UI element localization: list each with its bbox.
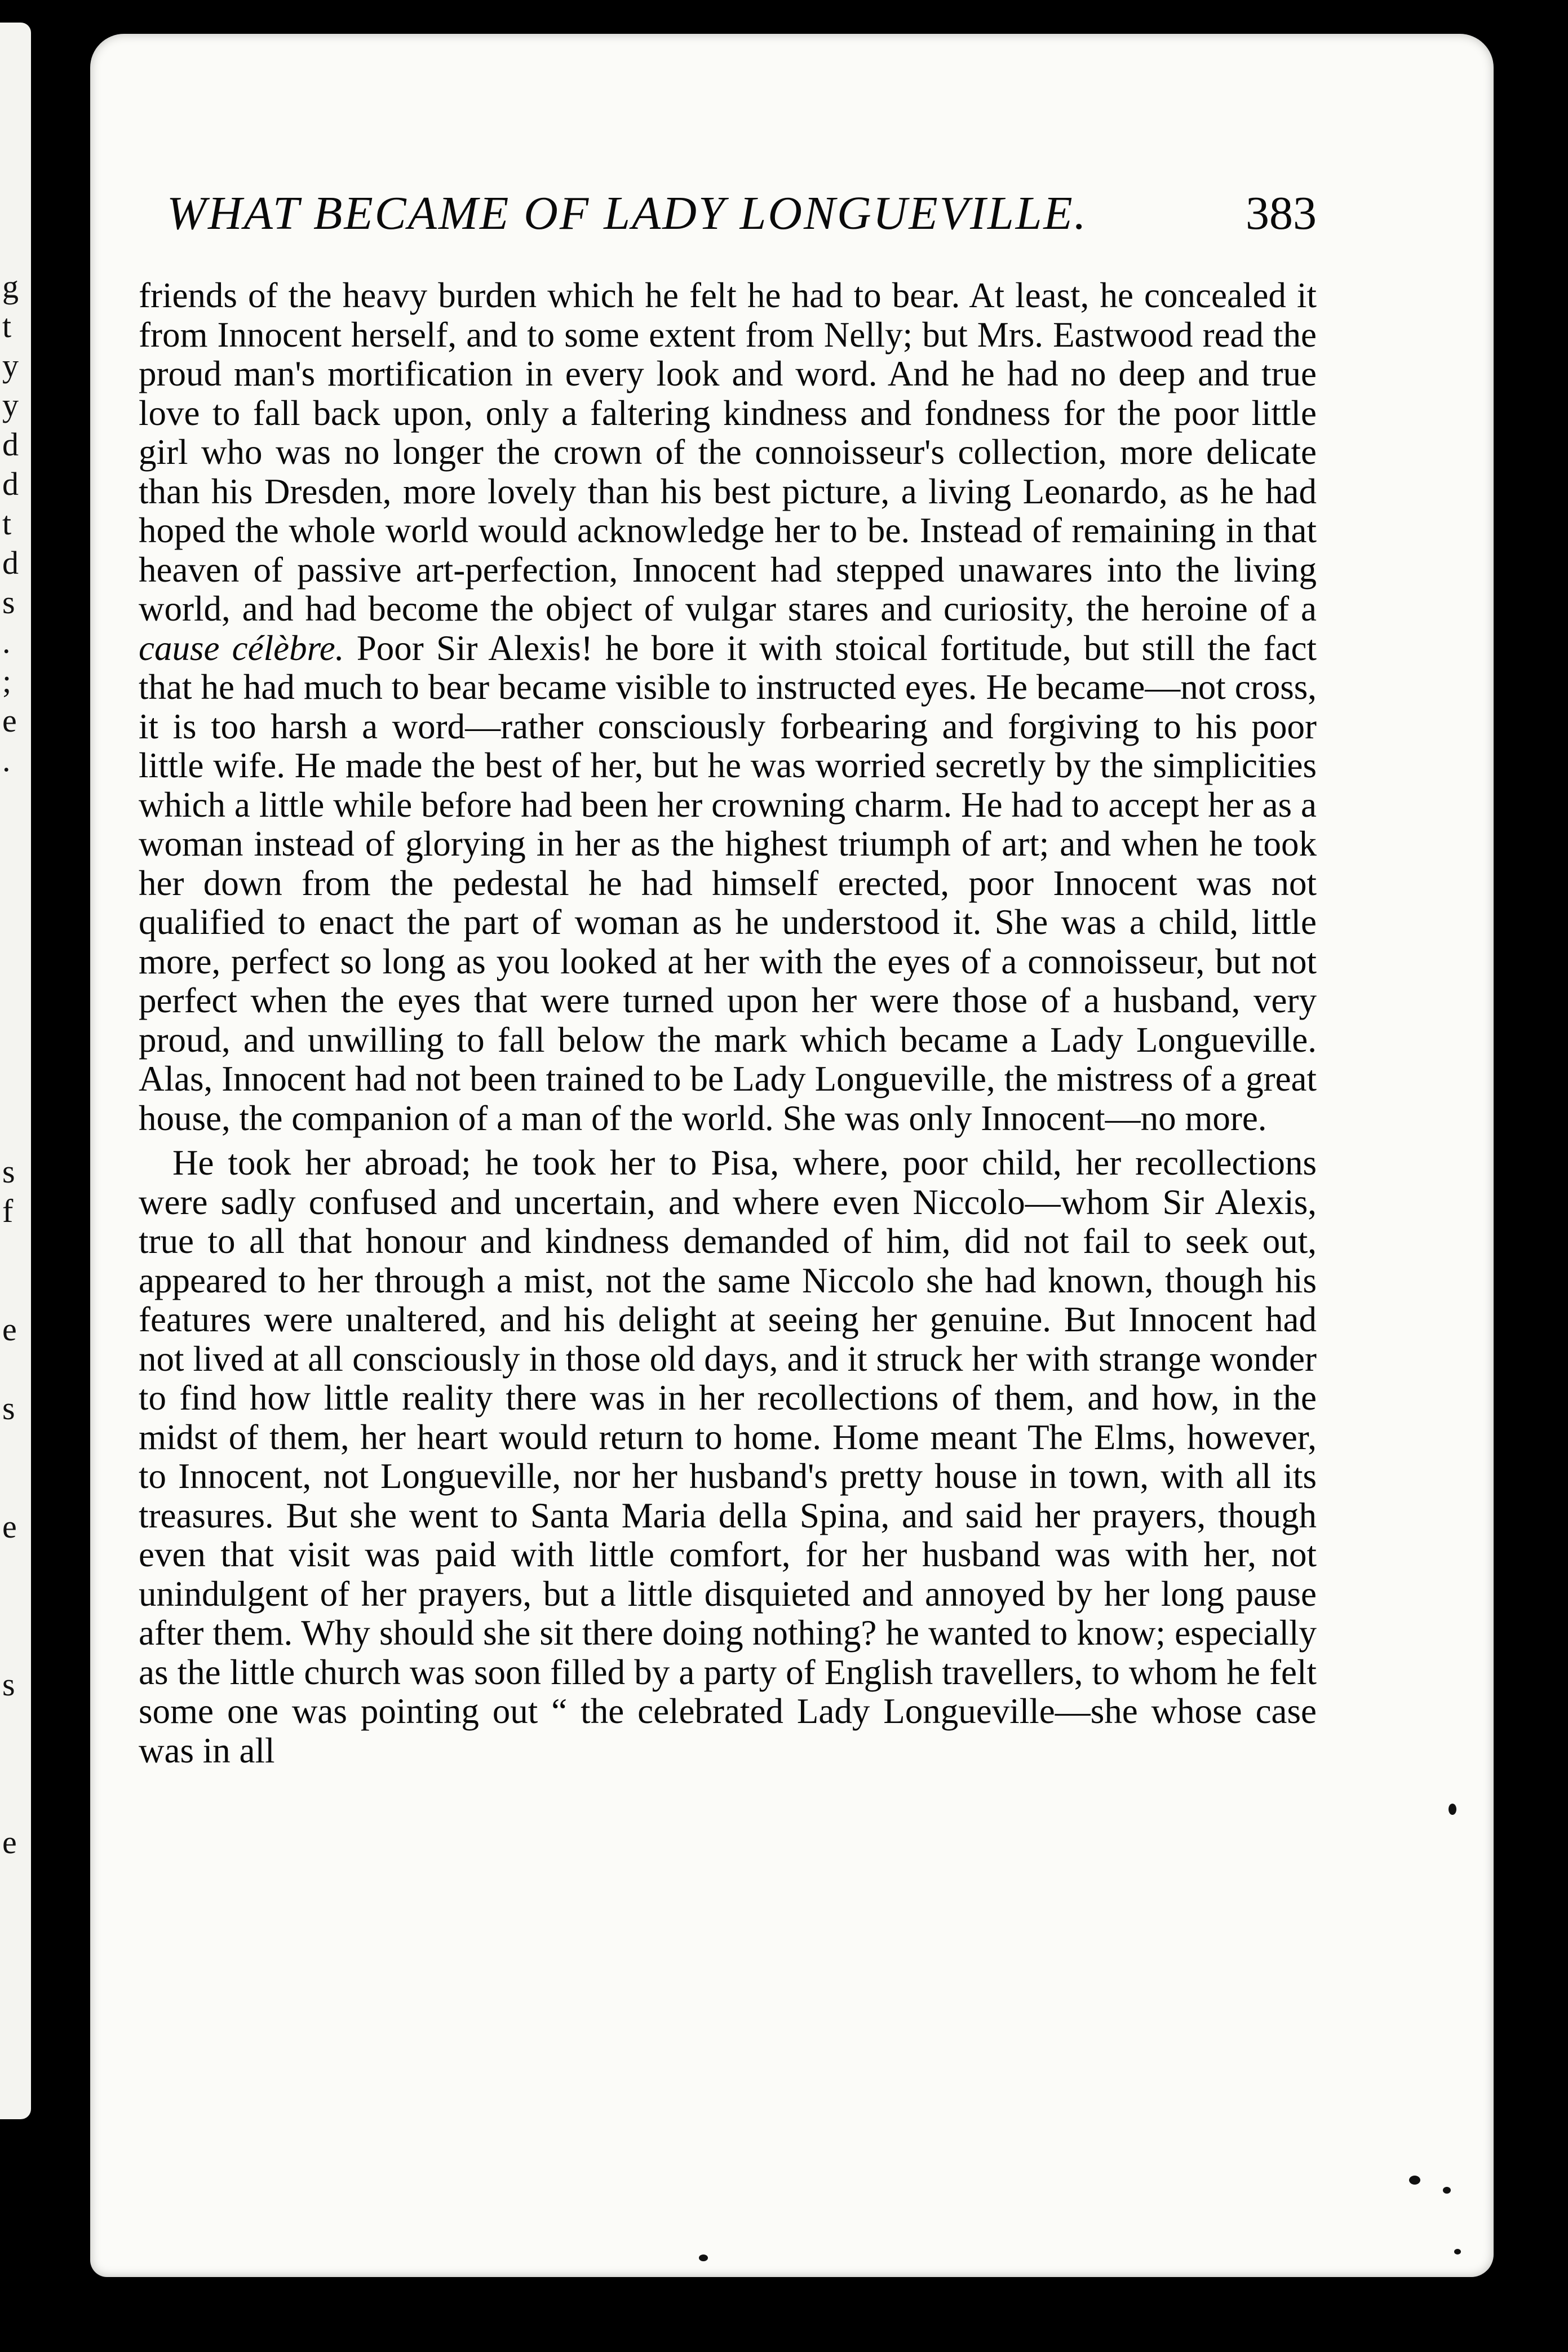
running-head <box>167 186 1317 248</box>
scan-speck <box>699 2254 708 2261</box>
margin-fragment: e <box>2 702 17 739</box>
margin-fragment: ; <box>2 663 12 699</box>
margin-fragment: d <box>2 466 19 502</box>
scan-speck <box>1454 2249 1461 2254</box>
margin-fragment: e <box>2 1508 17 1545</box>
paragraph-1 <box>139 276 1317 1138</box>
margin-fragment: t <box>2 505 12 542</box>
adjacent-page-edge <box>0 23 31 2119</box>
margin-fragment: t <box>2 308 12 344</box>
scan-speck <box>1409 2176 1420 2185</box>
margin-fragment: g <box>2 268 19 305</box>
margin-fragment: . <box>2 623 11 660</box>
paragraph-1-text-b: Poor Sir Alexis! he bore it with stoical fortitude, but still the fact that he had much to bear became visible to instructed eyes. He became—not cross, it is too harsh a word—rather consciously forbearing and forgiving to his poor little wife. He made the best of her, but he was worried secretly by the simplicities which a little while before had been her crowning charm. He had to accept her as a woman instead of glorying in her as the highest triumph of art; and when he took her down from the pedestal he had himself erected, poor Innocent was not qualified to enact the part of woman as he understood it. She was a child, little more, perfect so long as you looked at her with the eyes of a connoisseur, but not perfect when the eyes that were turned upon her were those of a husband, very proud, and unwilling to fall below the mark which became a Lady Longueville. Alas, Innocent had not been trained to be Lady Longueville, the mistress of a great house, the companion of a man of the world. She was only Innocent—no more. <box>139 628 1317 1138</box>
margin-fragment: s <box>2 1390 15 1427</box>
margin-fragment: y <box>2 347 19 384</box>
scan-speck <box>1449 1804 1456 1815</box>
margin-fragment: s <box>2 1666 15 1703</box>
paragraph-2: He took her abroad; he took her to Pisa, where, poor child, her recollections were sadly confused and uncertain, and where even Niccolo—whom Sir Alexis, true to all that honour and kindness demanded of him, did not fail to seek out, appeared to her through a mist, not the same Niccolo she had known, though his features were unaltered, and his delight at seeing her genuine. But Innocent had not lived at all consciously in those old days, and it struck her with strange wonder to find how little reality there was in her recollections of them, and how, in the midst of them, her heart would return to home. Home meant The Elms, however, to Innocent, not Longueville, nor her husband's pretty house in town, with all its treasures. But she went to Santa Maria della Spina, and said her prayers, though even that visit was paid with little comfort, for her husband was with her, not unindulgent of her prayers, but a little disquieted and annoyed by her long pause after them. Why should she sit there doing nothing? he wanted to know; especially as the little church was soon filled by a party of English travellers, to whom he felt some one was pointing out “ the celebrated Lady Longueville—she whose case was in all <box>139 1143 1317 1770</box>
margin-fragment: d <box>2 544 19 581</box>
body-text <box>139 276 1317 1770</box>
italic-phrase: cause célèbre. <box>139 628 344 668</box>
paragraph-1-text-a: friends of the heavy burden which he felt he had to bear. At least, he concealed it from Innocent herself, and to some extent from Nelly; but Mrs. Eastwood read the proud man's mortification in every look and word. And he had no deep and true love to fall back upon, only a faltering kindness and fondness for the poor little girl who was no longer the crown of the connoisseur's collection, more delicate than his Dresden, more lovely than his best picture, a living Leonardo, as he had hoped the whole world would acknowledge her to be. Instead of remaining in that heaven of passive art-perfection, Innocent had stepped unawares into the living world, and had become the object of vulgar stares and curiosity, the heroine of a <box>139 276 1317 628</box>
margin-fragment: s <box>2 584 15 621</box>
scan-speck <box>1443 2187 1451 2194</box>
margin-fragment: d <box>2 426 19 463</box>
margin-fragment: y <box>2 387 19 423</box>
running-title: WHAT BECAME OF LADY LONGUEVILLE. <box>167 187 1088 240</box>
margin-fragment: s <box>2 1153 15 1190</box>
page-number: 383 <box>1246 187 1317 240</box>
margin-fragment: e <box>2 1824 17 1861</box>
margin-fragment: . <box>2 742 11 778</box>
margin-fragment: e <box>2 1311 17 1348</box>
margin-fragment: f <box>2 1193 14 1229</box>
